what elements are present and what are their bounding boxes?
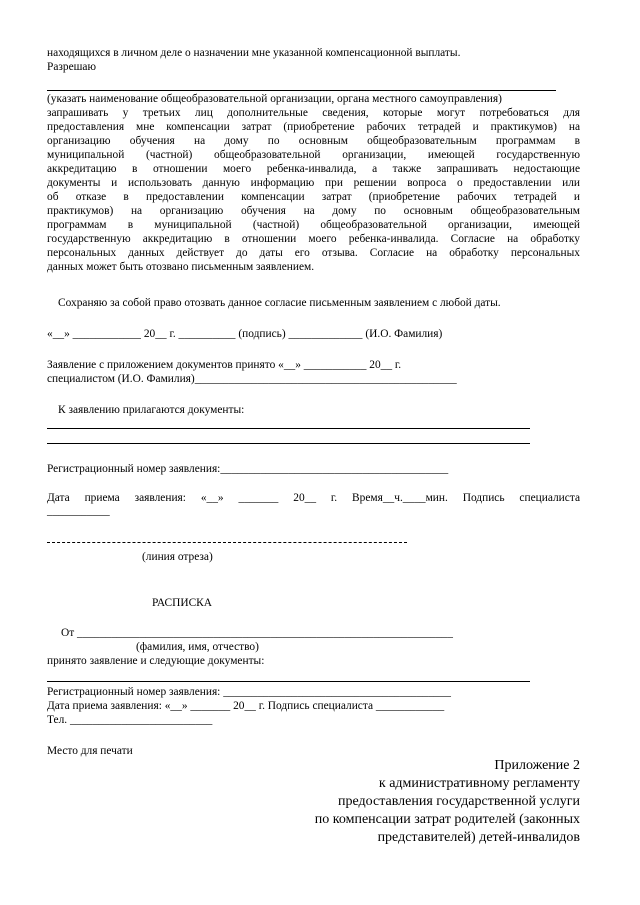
receipt-accepted-docs: принято заявление и следующие документы: — [47, 655, 265, 667]
receipt-from-line: От __________________________________________________________________ — [61, 627, 453, 639]
appendix-line-3: предоставления государственной услуги — [338, 794, 580, 809]
receipt-fio-hint: (фамилия, имя, отчество) — [136, 641, 259, 653]
receipt-title: РАСПИСКА — [152, 597, 213, 609]
cut-line — [47, 542, 407, 543]
receipt-date-line: Дата приема заявления: «__» _______ 20__ г. Подпись специалиста ____________ — [47, 700, 445, 712]
text-personal-file: находящихся в личном деле о назначении мне указанной компенсационной выплаты. — [47, 47, 461, 59]
consent-line-10: государственную аккредитацию в отношении моего ребенка-инвалида. Согласие на обработку — [47, 233, 580, 245]
appendix-line-2: к административному регламенту — [378, 776, 580, 791]
receipt-registration-number: Регистрационный номер заявления: ________________________________________ — [47, 686, 452, 698]
consent-line-8: практикумов) на организацию обучения на дому по основным общеобразовательным — [47, 205, 580, 217]
consent-line-6: документы и использовать данную информацию при решении вопроса о предоставлении или — [47, 177, 580, 189]
attached-docs-line-2 — [47, 443, 530, 444]
consent-line-last: данных может быть отозвано письменным заявлением. — [47, 261, 315, 273]
org-name-hint: (указать наименование общеобразовательной организации, органа местного самоуправления) — [47, 93, 502, 105]
consent-line-4: муниципальной (частной) общеобразовательной организации, имеющей государственную — [47, 149, 580, 161]
consent-line-2: предоставления мне компенсации затрат (приобретение рабочих тетрадей и практикумов) на — [47, 121, 580, 133]
consent-line-7: об отказе в предоставлении компенсации затрат (приобретение рабочих тетрадей и — [47, 191, 580, 203]
accepted-with-docs-line: Заявление с приложением документов принято «__» ___________ 20__ г. — [47, 359, 402, 371]
receipt-phone-line: Тел. _________________________ — [47, 714, 213, 726]
appendix-line-1: Приложение 2 — [494, 758, 580, 773]
appendix-line-4: по компенсации затрат родителей (законных — [314, 812, 580, 827]
org-name-line — [47, 90, 556, 91]
cut-line-label: (линия отреза) — [142, 551, 213, 563]
consent-line-3: организацию обучения на дому по основным общеобразовательным программам в — [47, 135, 580, 147]
consent-line-5: аккредитацию в отношении моего ребенка-инвалида, а также запрашивать недостающие — [47, 163, 580, 175]
seal-place-label: Место для печати — [47, 745, 133, 757]
receipt-docs-line — [47, 681, 530, 682]
receipt-date-time-line: Дата приема заявления: «__» _______ 20__ г. Время__ч.____мин. Подпись специалиста — [47, 492, 580, 504]
signature-line: «__» ____________ 20__ г. __________ (подпись) _____________ (И.О. Фамилия) — [47, 328, 443, 340]
attached-docs-label: К заявлению прилагаются документы: — [58, 404, 245, 416]
registration-number-line: Регистрационный номер заявления:________________________________________ — [47, 463, 449, 475]
attached-docs-line-1 — [47, 428, 530, 429]
appendix-line-5: представителей) детей-инвалидов — [377, 830, 580, 845]
consent-line-1: запрашивать у третьих лиц дополнительные сведения, которые могут потребоваться для — [47, 107, 580, 119]
specialist-signature-blank: ___________ — [47, 505, 110, 517]
revoke-right-text: Сохраняю за собой право отозвать данное согласие письменным заявлением с любой даты. — [58, 297, 501, 309]
consent-line-11: персональных данных действует до даты его отзыва. Согласие на обработку персональных — [47, 247, 580, 259]
accepted-by-specialist-line: специалистом (И.О. Фамилия)______________________________________________ — [47, 373, 457, 385]
text-i-permit: Разрешаю — [47, 61, 96, 73]
consent-line-9: программам в муниципальной (частной) общеобразовательной организации, имеющей — [47, 219, 580, 231]
